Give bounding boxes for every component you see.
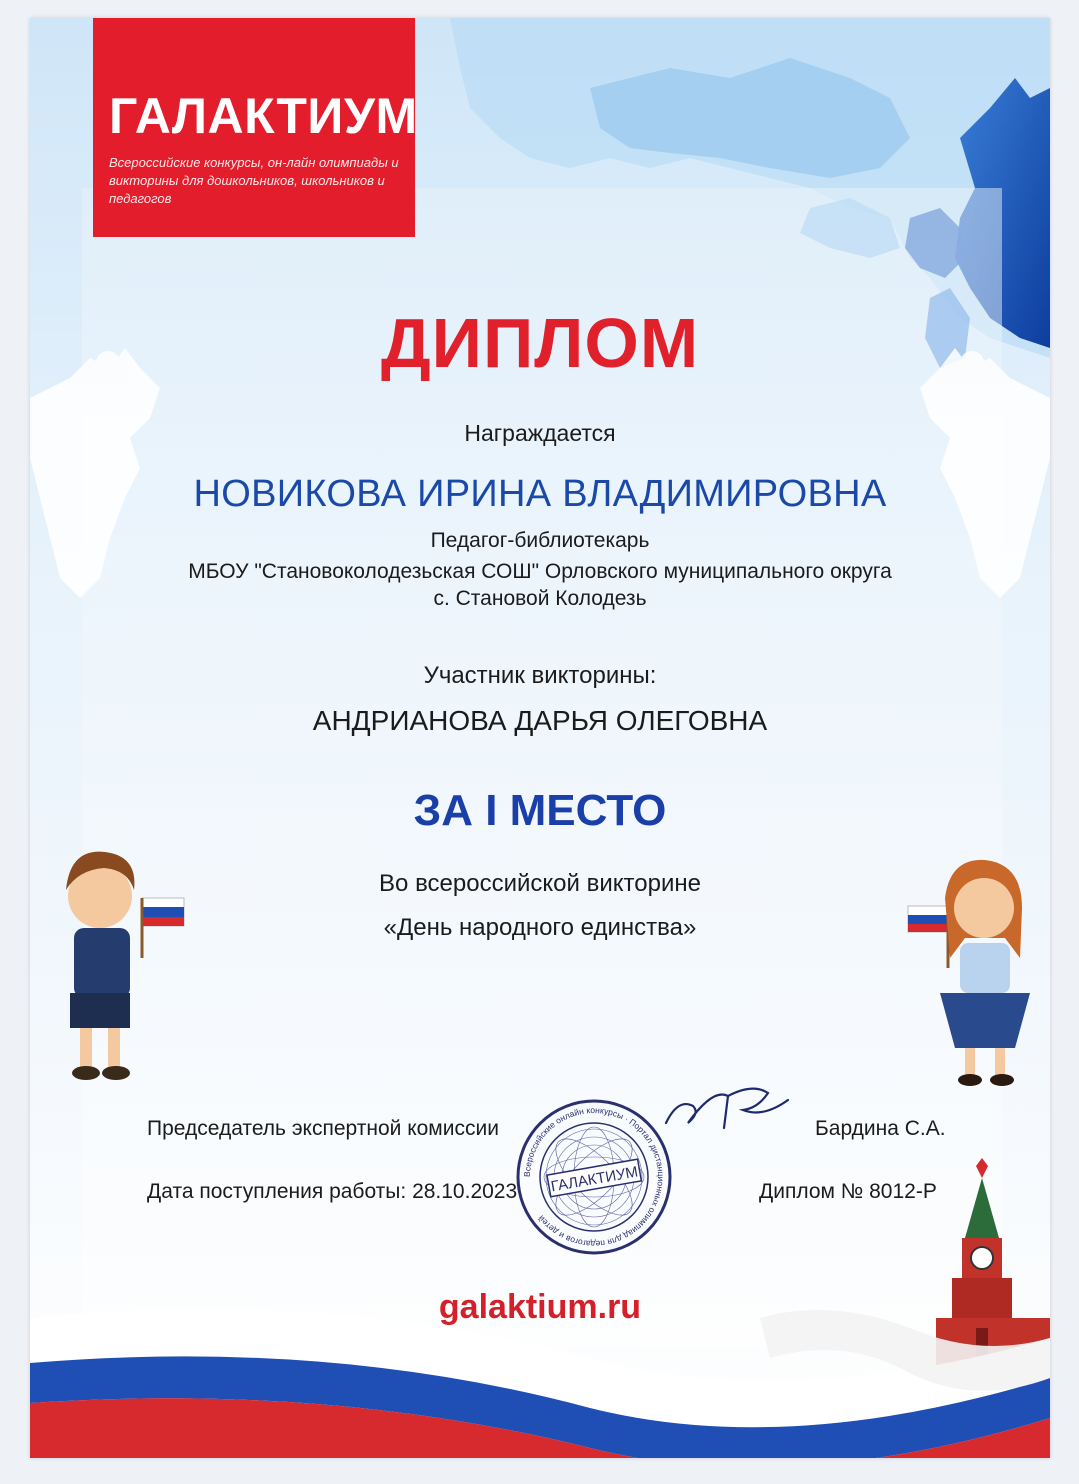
logo-badge — [93, 18, 418, 237]
diploma-number: Диплом № 8012-Р — [759, 1180, 937, 1203]
awardee-organization: МБОУ "Становоколодезьская СОШ" Орловского муниципального округа — [188, 560, 892, 583]
chair-label: Председатель экспертной комиссии — [147, 1117, 499, 1140]
diploma-title: ДИПЛОМ — [380, 304, 700, 382]
seal-stamp — [514, 1097, 674, 1257]
place-award: ЗА I МЕСТО — [413, 786, 667, 835]
awardee-name: НОВИКОВА ИРИНА ВЛАДИМИРОВНА — [193, 473, 887, 515]
awardee-position: Педагог-библиотекарь — [430, 529, 650, 552]
logo-subtitle: Всероссийские конкурсы, он-лайн олимпиады и викторины для дошкольников, школьников и педагогов — [109, 155, 399, 206]
chair-name: Бардина С.А. — [815, 1117, 946, 1140]
stamp-ring-text: Всероссийские онлайн конкурсы · Портал дистанционных олимпиад для педагогов и детей — [521, 1104, 667, 1250]
logo-title: ГАЛАКТИУМ — [109, 88, 418, 144]
stamp-center-text: ГАЛАКТИУМ — [549, 1163, 640, 1196]
participant-name: АНДРИАНОВА ДАРЬЯ ОЛЕГОВНА — [312, 705, 768, 736]
website-link[interactable]: galaktium.ru — [438, 1288, 642, 1326]
participant-label: Участник викторины: — [423, 662, 657, 689]
chair-signature — [658, 1078, 798, 1138]
contest-name: «День народного единства» — [383, 914, 697, 941]
submission-date: Дата поступления работы: 28.10.2023 — [147, 1180, 518, 1203]
awarded-label: Награждается — [464, 420, 616, 446]
diploma-sheet — [30, 18, 1050, 1458]
contest-line-1: Во всероссийской викторине — [379, 870, 701, 897]
awardee-village: с. Становой Колодезь — [433, 587, 647, 610]
